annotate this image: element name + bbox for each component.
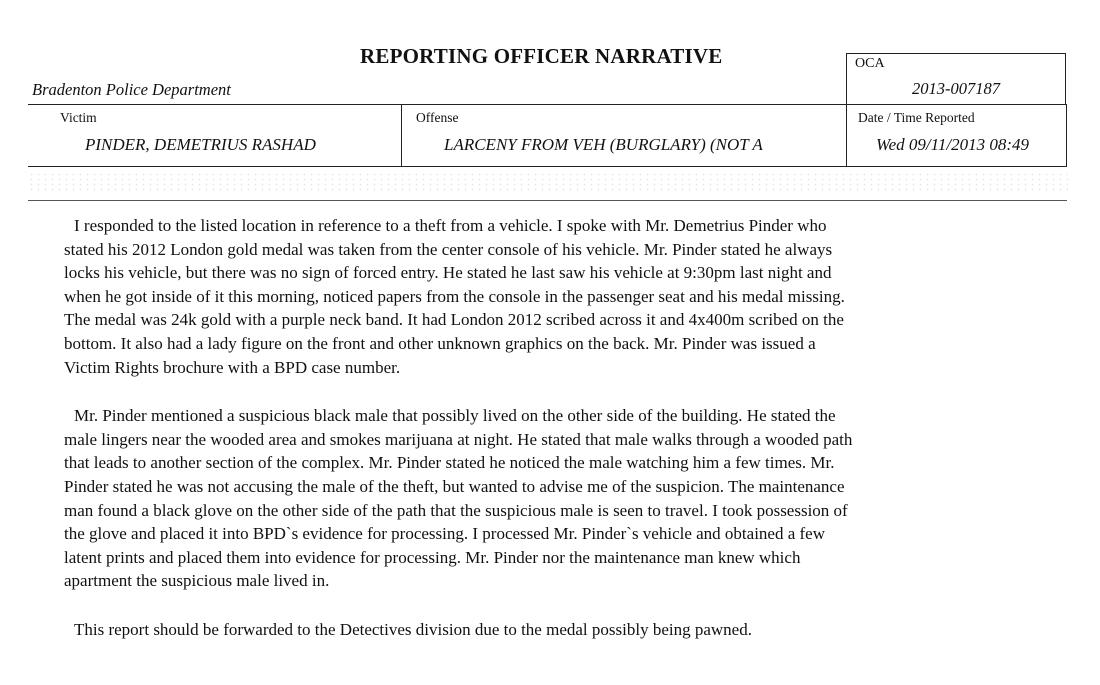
- narrative-line: that leads to another section of the complex. Mr. Pinder stated he noticed the male watching him a few times. Mr.: [64, 453, 835, 473]
- narrative-line: bottom. It also had a lady figure on the front and other unknown graphics on the back. Mr. Pinder was issued a: [64, 333, 816, 353]
- narrative-line: This report should be forwarded to the Detectives division due to the medal possibly being pawned.: [74, 619, 752, 639]
- report-title: REPORTING OFFICER NARRATIVE: [360, 44, 723, 68]
- narrative-line: latent prints and placed them into evidence for processing. Mr. Pinder nor the maintenance man knew which: [64, 547, 801, 567]
- victim-value: PINDER, DEMETRIUS RASHAD: [85, 135, 316, 154]
- scan-noise-band: [28, 172, 1068, 192]
- narrative-line: Pinder stated he was not accusing the male of the theft, but wanted to advise me of the suspicion. The maintenance: [64, 476, 845, 496]
- narrative-line: male lingers near the wooded area and smokes marijuana at night. He stated that male walks through a wooded path: [64, 429, 853, 449]
- oca-box: [846, 53, 1066, 105]
- date-time-label: Date / Time Reported: [858, 110, 975, 125]
- narrative-paragraph-2: [64, 404, 1064, 593]
- offense-value: LARCENY FROM VEH (BURGLARY) (NOT A: [444, 135, 763, 154]
- oca-value: 2013-007187: [912, 79, 1000, 98]
- offense-label: Offense: [416, 110, 459, 125]
- victim-label: Victim: [60, 110, 97, 125]
- header-bottom-rule: [28, 166, 1067, 167]
- header-right-edge: [1066, 104, 1067, 167]
- narrative-paragraph-1: [64, 214, 1064, 379]
- narrative-line: Victim Rights brochure with a BPD case number.: [64, 357, 401, 377]
- narrative-line: locks his vehicle, but there was no sign of forced entry. He stated he last saw his vehicle at 9:30pm last night and: [64, 263, 832, 283]
- narrative-line: apartment the suspicious male lived in.: [64, 571, 330, 591]
- department-name: Bradenton Police Department: [32, 80, 231, 99]
- narrative-line: Mr. Pinder mentioned a suspicious black male that possibly lived on the other side of the building. He stated the: [74, 406, 836, 426]
- narrative-line: stated his 2012 London gold medal was taken from the center console of his vehicle. Mr. Pinder stated he always: [64, 239, 833, 259]
- header-top-rule: [28, 104, 1067, 105]
- narrative-line: man found a black glove on the other side of the path that the suspicious male is seen to travel. I took possession of: [64, 500, 848, 520]
- narrative-top-rule: [28, 200, 1067, 201]
- header-divider-2: [846, 104, 847, 167]
- narrative-body: [64, 214, 1064, 667]
- narrative-line: when he got inside of it this morning, noticed papers from the console in the passenger seat and his medal missing.: [64, 286, 845, 306]
- oca-label: OCA: [855, 56, 885, 71]
- date-time-value: Wed 09/11/2013 08:49: [876, 135, 1029, 154]
- header-divider-1: [401, 104, 402, 167]
- narrative-line: The medal was 24k gold with a purple neck band. It had London 2012 scribed across it and 4x400m scribed on the: [64, 310, 844, 330]
- narrative-paragraph-3: [64, 618, 1064, 642]
- narrative-line: the glove and placed it into BPD`s evidence for processing. I processed Mr. Pinder`s vehicle and obtained a few: [64, 524, 825, 544]
- narrative-line: I responded to the listed location in reference to a theft from a vehicle. I spoke with Mr. Demetrius Pinder who: [74, 216, 827, 235]
